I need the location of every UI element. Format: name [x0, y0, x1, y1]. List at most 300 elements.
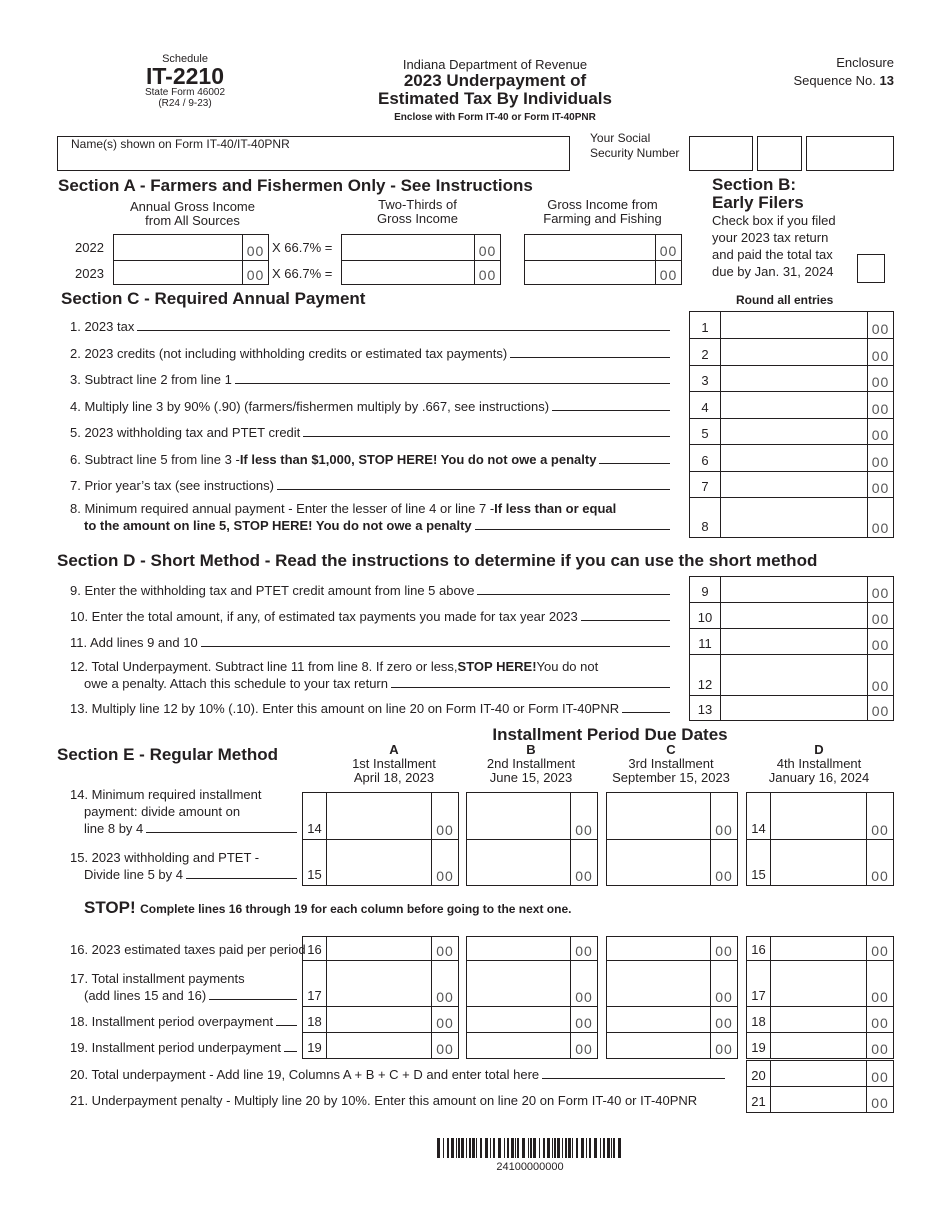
line-text: [70, 371, 670, 388]
cents-label: 00: [867, 655, 893, 695]
installment-column-b: [451, 743, 611, 785]
cents-label: 00: [867, 339, 893, 365]
line-number-box: 7: [689, 471, 721, 498]
year-label: 2022: [75, 240, 104, 255]
cents-label: 00: [866, 840, 893, 885]
installment-label: 3rd Installment: [628, 756, 714, 771]
installment-label: 1st Installment: [352, 756, 436, 771]
line-14-column-a[interactable]: [326, 792, 459, 840]
barcode-bar: [511, 1138, 514, 1158]
line-2-amount[interactable]: [720, 338, 894, 366]
leader-line: [542, 1078, 725, 1079]
line-3: [70, 365, 670, 391]
ssn-label-2: Security Number: [590, 146, 680, 160]
barcode-bar: [528, 1138, 529, 1158]
line-label: 18. Installment period overpayment: [70, 1014, 274, 1029]
line-19-column-d[interactable]: [770, 1032, 894, 1059]
barcode-bar: [485, 1138, 488, 1158]
line-label: 3. Subtract line 2 from line 1: [70, 372, 232, 387]
two-thirds-income-0[interactable]: [341, 234, 501, 261]
line-1-amount[interactable]: [720, 311, 894, 339]
section-e-title: Section E - Regular Method: [57, 745, 279, 764]
sequence-number: 13: [879, 73, 894, 88]
barcode-bar: [443, 1138, 444, 1158]
line-label: 8. Minimum required annual payment - Enter the lesser of line 4 or line 7 -: [70, 501, 495, 516]
cents-label: 00: [655, 235, 681, 260]
line-label: 11. Add lines 9 and 10: [70, 635, 198, 650]
section-a-title: Section A - Farmers and Fishermen Only - See Instructions: [58, 176, 533, 195]
annual-gross-income-0[interactable]: [113, 234, 269, 261]
title-line-2: Estimated Tax By Individuals: [378, 89, 612, 108]
leader-line: [391, 687, 670, 688]
line-label: 10. Enter the total amount, if any, of estimated tax payments you made for tax year 2023: [70, 609, 578, 624]
barcode-bar: [437, 1138, 440, 1158]
line-19-column-c[interactable]: [606, 1032, 738, 1059]
leader-line: [552, 410, 670, 411]
revision: (R24 / 9-23): [158, 98, 212, 109]
line-label: line 8 by 4: [84, 821, 144, 836]
section-b: [712, 176, 836, 280]
form-id-block: [130, 53, 240, 109]
line-number-box: 15: [302, 839, 327, 886]
line-text: [70, 820, 297, 837]
barcode-bar: [554, 1138, 556, 1158]
line-text: [70, 582, 670, 599]
leader-line: [622, 712, 670, 713]
barcode-bar: [613, 1138, 615, 1158]
line-label: 13. Multiply line 12 by 10% (.10). Enter this amount on line 20 on Form IT-40 or Form IT-40PNR: [70, 701, 620, 716]
round-all-entries: Round all entries: [736, 293, 834, 307]
cents-label: 00: [867, 603, 893, 628]
cents-label: 00: [431, 840, 458, 885]
line-15-label: [70, 841, 297, 883]
cents-label: 00: [866, 1007, 893, 1032]
cents-label: 00: [866, 937, 893, 960]
farming-income-1[interactable]: [524, 260, 682, 285]
line-number-box: 11: [689, 628, 721, 655]
line-5: [70, 418, 670, 444]
barcode-bar: [603, 1138, 605, 1158]
line-text: [70, 608, 670, 625]
leader-line: [186, 866, 297, 879]
state-form: State Form 46002: [144, 87, 226, 98]
section-b-title-2: Early Filers: [712, 193, 804, 212]
line-number-box: 17: [746, 960, 771, 1007]
leader-line: [235, 383, 670, 384]
line-text: [70, 658, 670, 675]
enclosure-block: [794, 54, 895, 90]
line-16-column-d[interactable]: [770, 936, 894, 961]
cents-label: 00: [866, 793, 893, 839]
cents-label: 00: [474, 235, 500, 260]
line-8-amount[interactable]: [720, 497, 894, 538]
cents-label: 00: [867, 419, 893, 444]
barcode-bar: [600, 1138, 601, 1158]
line-label: 4. Multiply line 3 by 90% (.90) (farmers/fishermen multiply by .667, see instructions): [70, 399, 550, 414]
cents-label: 00: [867, 392, 893, 418]
line-label: payment: divide amount on: [84, 804, 241, 819]
leader-line: [201, 646, 670, 647]
cents-label: 00: [866, 1061, 893, 1086]
line-bold-text: If less than or equal: [494, 501, 617, 516]
line-13-amount[interactable]: [720, 695, 894, 721]
line-15-column-d[interactable]: [770, 839, 894, 886]
ssn-label: [590, 131, 679, 161]
cents-label: 00: [570, 793, 597, 839]
cents-label: 00: [431, 1033, 458, 1058]
line-text: [70, 424, 670, 441]
barcode-bar: [539, 1138, 540, 1158]
two-thirds-income-1[interactable]: [341, 260, 501, 285]
barcode-bar: [480, 1138, 482, 1158]
line-label: 15. 2023 withholding and PTET -: [70, 850, 260, 865]
line-number-box: 19: [746, 1032, 771, 1059]
barcode-bar: [456, 1138, 457, 1158]
barcode-bar: [461, 1138, 464, 1158]
line-label: 1. 2023 tax: [70, 319, 135, 334]
barcode-bar: [581, 1138, 584, 1158]
leader-line: [137, 330, 670, 331]
line-text: [70, 987, 297, 1004]
line-label-2: to the amount on line 5, STOP HERE! You do not owe a penalty: [84, 518, 472, 533]
line-16-column-c[interactable]: [606, 936, 738, 961]
line-number-box: 14: [746, 792, 771, 840]
barcode-bar: [490, 1138, 491, 1158]
line-number-box: 17: [302, 960, 327, 1007]
barcode-bar: [522, 1138, 525, 1158]
line-20-amount[interactable]: [770, 1060, 894, 1087]
line-label: 14. Minimum required installment: [70, 787, 262, 802]
cents-label: 00: [474, 261, 500, 284]
line-number-box: 10: [689, 602, 721, 629]
line-19-column-a[interactable]: [326, 1032, 459, 1059]
line-10: [70, 602, 670, 628]
column-letter: D: [814, 742, 824, 757]
enclose-note: Enclose with Form IT-40 or Form IT-40PNR: [394, 112, 596, 123]
barcode-bar: [572, 1138, 573, 1158]
barcode-bar: [530, 1138, 532, 1158]
agency: Indiana Department of Revenue: [402, 57, 588, 72]
cents-label: 00: [655, 261, 681, 284]
due-dates-title: Installment Period Due Dates: [492, 725, 728, 744]
line-number-box: 20: [746, 1060, 771, 1087]
barcode-bar: [507, 1138, 509, 1158]
barcode-bar: [493, 1138, 495, 1158]
line-text: [70, 477, 670, 494]
line-19-label: [70, 1034, 297, 1056]
line-18-column-c[interactable]: [606, 1006, 738, 1033]
line-text: [70, 345, 670, 362]
line-label: 6. Subtract line 5 from line 3 -: [70, 452, 240, 467]
line-number-box: 16: [746, 936, 771, 961]
line-text: [70, 866, 297, 883]
ssn-part-3[interactable]: [806, 136, 894, 171]
cents-label: 00: [242, 261, 268, 284]
line-number-box: 3: [689, 365, 721, 392]
installment-column-c: [591, 743, 751, 785]
line-text-2: [70, 675, 670, 692]
ssn-part-1[interactable]: [689, 136, 753, 171]
line-label: 7. Prior year’s tax (see instructions): [70, 478, 274, 493]
ssn-label-1: Your Social: [590, 131, 651, 145]
cents-label: 00: [867, 445, 893, 471]
line-16-column-a[interactable]: [326, 936, 459, 961]
line-11-amount[interactable]: [720, 628, 894, 655]
cents-label: 00: [867, 696, 893, 720]
line-8: [70, 497, 670, 537]
line-number-box: 18: [302, 1006, 327, 1033]
line-14-label: [70, 787, 297, 837]
line-label: 5. 2023 withholding tax and PTET credit: [70, 425, 301, 440]
barcode-bar: [466, 1138, 467, 1158]
line-6-amount[interactable]: [720, 444, 894, 472]
stop-notice: [84, 898, 571, 918]
barcode-bar: [568, 1138, 571, 1158]
cents-label: 00: [867, 312, 893, 338]
line-2: [70, 338, 670, 365]
line-text-2: [70, 517, 670, 534]
annual-gross-income-1[interactable]: [113, 260, 269, 285]
cents-label: 00: [570, 961, 597, 1006]
line-number-box: 2: [689, 338, 721, 366]
leader-line: [276, 1013, 297, 1026]
line-16-label: [70, 938, 306, 958]
barcode-bar: [565, 1138, 567, 1158]
line-17-column-b[interactable]: [466, 960, 598, 1007]
installment-label: 2nd Installment: [486, 756, 576, 771]
cents-label: 00: [867, 366, 893, 391]
cents-label: 00: [431, 937, 458, 960]
barcode-bar: [586, 1138, 587, 1158]
cents-label: 00: [710, 1007, 737, 1032]
line-13: [70, 695, 670, 720]
barcode-bar: [533, 1138, 536, 1158]
enclosure-label: Enclosure: [836, 55, 894, 70]
barcode-bar: [515, 1138, 516, 1158]
installment-label: 4th Installment: [776, 756, 862, 771]
cents-label: 00: [710, 793, 737, 839]
barcode-bar: [504, 1138, 505, 1158]
line-17-label: [70, 962, 297, 1004]
cents-label: 00: [866, 1033, 893, 1058]
section-b-text: your 2023 tax return: [712, 230, 829, 245]
line-text: [70, 500, 670, 517]
line-14-column-c[interactable]: [606, 792, 738, 840]
cents-label: 00: [710, 961, 737, 1006]
cents-label: 00: [431, 793, 458, 839]
barcode-bar: [517, 1138, 519, 1158]
line-number-box: 1: [689, 311, 721, 339]
early-filer-checkbox[interactable]: [857, 254, 885, 283]
sequence-label: Sequence No.: [793, 73, 876, 88]
line-bold-text: STOP HERE!: [457, 659, 537, 674]
section-b-text: and paid the total tax: [712, 247, 833, 262]
line-label: 17. Total installment payments: [70, 971, 245, 986]
line-18-column-b[interactable]: [466, 1006, 598, 1033]
line-number-box: 4: [689, 391, 721, 419]
line-12: [70, 654, 670, 695]
leader-line: [581, 620, 670, 621]
line-text: [70, 398, 670, 415]
line-7-amount[interactable]: [720, 471, 894, 498]
leader-line: [599, 463, 670, 464]
line-3-amount[interactable]: [720, 365, 894, 392]
line-17-column-c[interactable]: [606, 960, 738, 1007]
installment-column-a: [314, 743, 474, 785]
barcode-bar: [451, 1138, 454, 1158]
barcode-bar: [458, 1138, 460, 1158]
cents-label: 00: [431, 961, 458, 1006]
farming-income-0[interactable]: [524, 234, 682, 261]
leader-line: [146, 820, 297, 833]
cents-label: 00: [570, 1007, 597, 1032]
line-9-amount[interactable]: [720, 576, 894, 603]
line-text: [70, 970, 297, 987]
column-letter: A: [389, 742, 399, 757]
line-18-column-d[interactable]: [770, 1006, 894, 1033]
line-label: (add lines 15 and 16): [84, 988, 207, 1003]
barcode-number: 24100000000: [496, 1161, 564, 1173]
leader-line: [284, 1039, 297, 1052]
cents-label: 00: [866, 961, 893, 1006]
barcode-bar: [607, 1138, 610, 1158]
line-18-column-a[interactable]: [326, 1006, 459, 1033]
barcode-bar: [594, 1138, 597, 1158]
cents-label: 00: [710, 937, 737, 960]
form-id: IT-2210: [146, 63, 224, 89]
line-number-box: 6: [689, 444, 721, 472]
line-text: [70, 318, 670, 335]
line-number-box: 5: [689, 418, 721, 445]
section-a-col3-header: Gross Income from Farming and Fishing: [543, 197, 662, 226]
multiplier-label: X 66.7% =: [272, 266, 333, 281]
line-number-box: 14: [302, 792, 327, 840]
section-b-title-1: Section B:: [712, 175, 797, 194]
line-number-box: 16: [302, 936, 327, 961]
line-12-amount[interactable]: [720, 654, 894, 696]
line-14-column-b[interactable]: [466, 792, 598, 840]
line-number-box: 21: [746, 1086, 771, 1113]
leader-line: [510, 357, 670, 358]
cents-label: 00: [570, 840, 597, 885]
installment-column-d: [739, 743, 899, 785]
cents-label: 00: [710, 1033, 737, 1058]
title-line-1: 2023 Underpayment of: [403, 71, 587, 90]
line-text: [70, 634, 670, 651]
stop-label: STOP!: [84, 898, 136, 917]
line-17-column-d[interactable]: [770, 960, 894, 1007]
leader-line: [475, 529, 670, 530]
line-number-box: 15: [746, 839, 771, 886]
cents-label: 00: [431, 1007, 458, 1032]
line-label: 2. 2023 credits (not including withholding credits or estimated tax payments): [70, 346, 508, 361]
column-letter: B: [526, 742, 536, 757]
line-17-column-a[interactable]: [326, 960, 459, 1007]
barcode-bar: [476, 1138, 477, 1158]
line-label-2: owe a penalty. Attach this schedule to your tax return: [84, 676, 388, 691]
cents-label: 00: [570, 1033, 597, 1058]
cents-label: 00: [867, 629, 893, 654]
due-date: April 18, 2023: [353, 770, 435, 785]
leader-line: [303, 436, 670, 437]
section-a-col1-header: Annual Gross Income from All Sources: [129, 199, 255, 228]
line-number-box: 9: [689, 576, 721, 603]
line-4: [70, 391, 670, 418]
line-11: [70, 628, 670, 654]
line-15-column-c[interactable]: [606, 839, 738, 886]
line-14-column-d[interactable]: [770, 792, 894, 840]
section-d-title: Section D - Short Method - Read the instructions to determine if you can use the short method: [57, 551, 818, 570]
line-text: [70, 1013, 297, 1030]
line-9: [70, 576, 670, 602]
stop-text: Complete lines 16 through 19 for each column before going to the next one.: [140, 902, 572, 916]
due-date: January 16, 2024: [768, 770, 870, 785]
leader-line: [477, 594, 670, 595]
cents-label: 00: [866, 1087, 893, 1112]
barcode-bar: [557, 1138, 560, 1158]
line-15-column-b[interactable]: [466, 839, 598, 886]
year-label: 2023: [75, 266, 104, 281]
barcode-bar: [472, 1138, 475, 1158]
barcode-bar: [618, 1138, 621, 1158]
cents-label: 00: [867, 472, 893, 497]
line-19-column-b[interactable]: [466, 1032, 598, 1059]
cents-label: 00: [867, 498, 893, 537]
barcode-bar: [547, 1138, 550, 1158]
line-text: [70, 1039, 297, 1056]
line-text: [70, 941, 306, 958]
line-21-amount[interactable]: [770, 1086, 894, 1113]
barcode: [437, 1138, 623, 1158]
line-number-box: 13: [689, 695, 721, 721]
line-number-box: 12: [689, 654, 721, 696]
ssn-part-2[interactable]: [757, 136, 802, 171]
name-field[interactable]: [57, 136, 570, 171]
line-18-label: [70, 1008, 297, 1030]
line-21: [70, 1086, 738, 1112]
barcode-bar: [469, 1138, 471, 1158]
leader-line: [209, 987, 297, 1000]
line-4-amount[interactable]: [720, 391, 894, 419]
line-20: [70, 1060, 725, 1086]
line-6: [70, 444, 670, 471]
barcode-bar: [611, 1138, 612, 1158]
line-text: [70, 700, 670, 717]
line-10-amount[interactable]: [720, 602, 894, 629]
line-text: [70, 451, 670, 468]
line-15-column-a[interactable]: [326, 839, 459, 886]
line-text-after: You do not: [536, 659, 599, 674]
cents-label: 00: [570, 937, 597, 960]
line-16-column-b[interactable]: [466, 936, 598, 961]
barcode-bar: [447, 1138, 449, 1158]
barcode-bar: [589, 1138, 591, 1158]
title-block: [340, 57, 650, 123]
line-label: 12. Total Underpayment. Subtract line 11 from line 8. If zero or less,: [70, 659, 458, 674]
barcode-bar: [562, 1138, 563, 1158]
cents-label: 00: [867, 577, 893, 602]
leader-line: [277, 489, 670, 490]
line-bold-text: If less than $1,000, STOP HERE! You do not owe a penalty: [239, 452, 597, 467]
barcode-bar: [576, 1138, 578, 1158]
line-label: 16. 2023 estimated taxes paid per period: [70, 942, 306, 957]
section-a-col2-header: Two-Thirds of Gross Income: [377, 197, 458, 226]
line-5-amount[interactable]: [720, 418, 894, 445]
line-text: [70, 803, 297, 820]
section-b-text: due by Jan. 31, 2024: [712, 264, 834, 279]
due-date: June 15, 2023: [489, 770, 573, 785]
section-c-title: Section C - Required Annual Payment: [61, 289, 366, 308]
